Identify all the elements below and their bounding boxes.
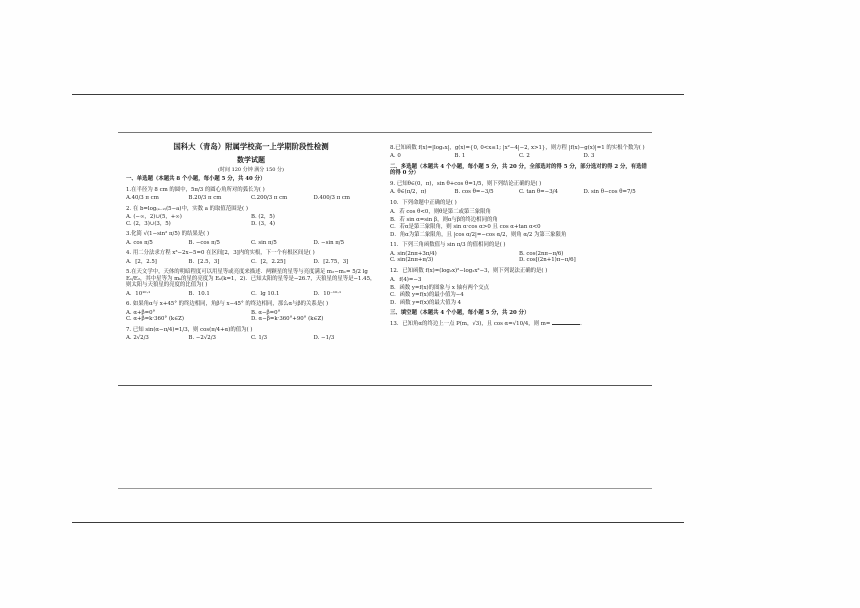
question-stem: 2. 在 b=log₍ₐ₋₂₎(5−a)中，实数 a 的取值范围是( ) — [126, 205, 248, 212]
question-stem: 1.在半径为 8 cm 的圆中，5π/3 的圆心角所对的弧长为( ) — [126, 186, 265, 193]
exam-title: 国科大（青岛）附属学校高一上学期阶段性检测 — [173, 142, 329, 151]
option: D．函数 y=f(x)的最大值为 4 — [390, 299, 462, 306]
bottom-scan-rule — [72, 522, 684, 523]
question-stem: 10．下列命题中正确的是( ) — [390, 199, 457, 206]
section-heading-fill-in: 三、填空题（本题共 4 个小题，每小题 5 分，共 20 分） — [390, 310, 530, 317]
question-options — [390, 189, 648, 195]
question-options — [126, 195, 376, 201]
question-stem: 4. 用二分法求方程 x³−2x−5=0 在区间[2，3]内的实根，下一个有根区间是( ) — [126, 250, 315, 257]
answer-blank — [552, 324, 580, 325]
question-stem: 12．已知函数 f(x)=(log₂x)²−log₂x²−3，则下列说法正确的是( ) — [390, 267, 548, 274]
option: A. (−∞，2)∪(5，+∞) — [126, 214, 182, 221]
option: B. −2√2/3 — [188, 334, 216, 341]
question-options — [126, 214, 376, 227]
question-options — [126, 240, 376, 246]
exam-subtitle: 数学试题 — [237, 154, 265, 164]
question-options — [390, 153, 648, 159]
fold-line — [118, 385, 652, 386]
option: B. 1 — [454, 153, 466, 160]
option: C. 2 — [519, 153, 530, 160]
question — [126, 327, 376, 342]
option: A．f(4)=−3 — [390, 277, 422, 284]
option: B．10.1 — [188, 290, 210, 297]
question — [126, 187, 376, 202]
question — [390, 181, 648, 196]
question-stem: 6. 如果角α与 x+45° 的终边相同，角β与 x−45° 的终边相同，那么α与β的关系是( ) — [126, 301, 329, 308]
question — [390, 200, 648, 238]
option: A. sin(2nπ+3π/4) — [390, 250, 437, 257]
option: A. α+β=0° — [126, 309, 156, 316]
question-options — [390, 208, 648, 238]
option: D.400/3 π cm — [313, 195, 350, 202]
option: A. 0 — [390, 153, 401, 160]
option: B. −cos π/5 — [188, 239, 220, 246]
option: B. cos θ=−3/5 — [454, 189, 494, 196]
question — [390, 242, 648, 263]
question-stem: 8.已知函数 f(x)=|log₂x|，g(x)={0, 0<x≤1; |x²−4|−2, x>1}，则方程 |f(x)−g(x)|=1 的实根个数为( ) — [390, 145, 645, 151]
question — [126, 269, 376, 297]
question — [126, 301, 376, 322]
option: C. sin π/5 — [251, 239, 277, 246]
question-options — [126, 310, 376, 323]
question-options — [390, 276, 648, 306]
option: C. sin(2nπ+π/3) — [390, 257, 434, 264]
option: D．[2.75，3] — [313, 258, 349, 265]
question — [126, 231, 376, 246]
option: C. tan θ=−3/4 — [519, 189, 558, 196]
question-8 — [390, 145, 648, 160]
question — [126, 206, 376, 227]
exam-timing: (时间 120 分钟 满分 150 分) — [218, 167, 284, 174]
option: A. 2√2/3 — [126, 334, 149, 341]
question-stem: 5.在天文学中，天体的明暗程度可以用星等或亮度来描述．两颗星的星等与亮度满足 m₂−m₁= 5/2 lg E₁/E₂，其中星等为 mₖ的星的亮度为 Eₖ(k=1，2)．已知太阳的星等是−26.7，天狼星的星等是−1.45，则太阳与天狼星的亮度的比值为( ) — [126, 269, 376, 289]
option: D. −sin π/5 — [313, 239, 345, 246]
question-stem: 7. 已知 sin(α−π/4)=1/3，则 cos(π/4+α)的值为( ) — [126, 326, 253, 333]
option: A.40/3 π cm — [126, 195, 159, 202]
option: D. sin θ−cos θ=7/5 — [583, 189, 636, 196]
option: B.20/3 π cm — [188, 195, 222, 202]
option: C．若α是第三象限角，则 sin α·cos α>0 且 cos α+tan α<0 — [390, 224, 541, 231]
section-heading-single-choice: 一、单选题（本题共 8 个小题，每小题 5 分，共 40 分） — [126, 176, 266, 183]
option: B．函数 y=f(x)的图象与 x 轴有两个交点 — [390, 284, 490, 291]
option: C．[2，2.25] — [251, 258, 286, 265]
question — [126, 250, 376, 265]
option: B. cos(2nπ−π/6) — [519, 250, 564, 257]
right-question-list — [390, 181, 648, 306]
option: D. α−β=k·360°+90° (k∈Z) — [251, 316, 324, 323]
question-stem: 3.化简 √(1−sin² π/5) 的结果是( ) — [126, 231, 210, 238]
option: A. θ∈(π/2，π) — [390, 189, 427, 196]
top-scan-rule — [72, 94, 684, 95]
question-options — [126, 335, 376, 341]
option: A．若 cos θ<0，则θ是第二或第三象限角 — [390, 209, 491, 216]
question — [390, 268, 648, 306]
option: D. −1/3 — [313, 334, 335, 341]
question-stem: 9. 已知θ∈(0，π)，sin θ+cos θ=1/5，则下列结论正确的是( ) — [390, 180, 542, 187]
option: A．[2，2.5] — [126, 258, 157, 265]
option: C．函数 y=f(x)的最小值为−4 — [390, 292, 464, 299]
option: A. cos π/5 — [126, 239, 153, 246]
left-question-list — [126, 187, 376, 342]
question-13: 13．已知角α的终边上一点 P(m，√3)，且 cos α=√10/4，则 m= . — [390, 320, 582, 327]
question-options — [126, 259, 376, 265]
question-stem: 13．已知角α的终边上一点 P(m，√3)，且 cos α=√10/4，则 m= — [390, 320, 551, 327]
section-heading-multiple-choice: 二、多选题（本题共 4 个小题，每小题 5 分，共 20 分，全部选对的得 5 分，部分选对的得 2 分，有选错的得 0 分） — [390, 163, 647, 177]
option: C. 1/3 — [251, 334, 268, 341]
right-column — [390, 141, 648, 327]
question-stem: 11．下列三角函数值与 sin π/3 的值相同的是( ) — [390, 242, 506, 249]
option: C．lg 10.1 — [251, 290, 280, 297]
option: C. α+β=k·360° (k∈Z) — [126, 316, 185, 323]
exam-paper — [118, 132, 652, 489]
question-options — [390, 251, 648, 264]
option: B．[2.5，3] — [188, 258, 220, 265]
option: D. 3 — [583, 153, 595, 160]
option: D．角α为第二象限角，且 |cos α/2|=−cos α/2，则角 α/2 为第三象限角 — [390, 231, 567, 238]
option: C. (2，3)∪(3，5) — [126, 220, 171, 227]
option: D. (3，4) — [251, 220, 276, 227]
option: B. (2，5) — [251, 214, 275, 221]
left-column — [126, 141, 376, 341]
option: A．10¹⁰·¹ — [126, 290, 151, 297]
option: B．若 sin α=sin β，则α与β的终边相同的角 — [390, 216, 498, 223]
question-options — [126, 291, 376, 297]
option: D．10⁻¹⁰·¹ — [313, 290, 342, 297]
option: D. cos[(2n+1)π−π/6] — [519, 257, 576, 264]
option: B. α−β=0° — [251, 309, 281, 316]
option: C.200/3 π cm — [251, 195, 288, 202]
